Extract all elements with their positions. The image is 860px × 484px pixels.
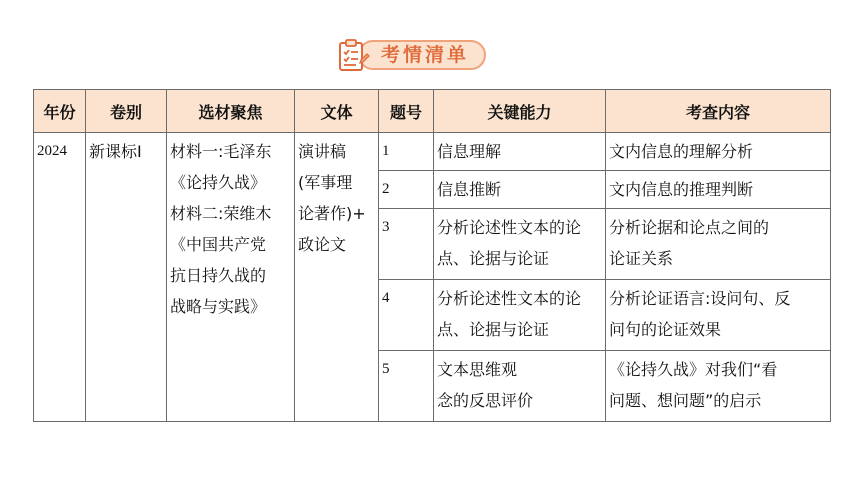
question-number-cell: 2 <box>379 171 434 209</box>
content-line: 文内信息的理解分析 <box>609 142 754 161</box>
question-number-cell: 3 <box>379 209 434 280</box>
genre-line: 演讲稿 <box>298 142 347 161</box>
table-row <box>34 133 831 171</box>
material-line: 《论持久战》 <box>170 173 267 192</box>
content-line: 分析论据和论点之间的 <box>609 218 770 237</box>
exam-info-table <box>33 89 831 422</box>
ability-line: 念的反思评价 <box>437 391 534 410</box>
content-line: 文内信息的推理判断 <box>609 180 754 199</box>
column-header-year: 年份 <box>34 90 86 133</box>
column-header-key-ability: 关键能力 <box>434 90 606 133</box>
ability-cell <box>434 133 606 171</box>
content-line: 论证关系 <box>609 249 674 268</box>
column-header-content: 考查内容 <box>606 90 831 133</box>
material-line: 《中国共产党 <box>170 235 267 254</box>
genre-cell <box>295 133 379 422</box>
content-cell <box>606 209 831 280</box>
genre-line: 政论文 <box>298 235 347 254</box>
question-number-cell: 5 <box>379 351 434 422</box>
table-header-row <box>34 90 831 133</box>
material-line: 材料二:荣维木 <box>170 204 272 223</box>
ability-line: 点、论据与论证 <box>437 249 550 268</box>
section-badge <box>336 38 490 74</box>
ability-line: 文本思维观 <box>437 360 518 379</box>
ability-line: 信息理解 <box>437 142 502 161</box>
column-header-question-number: 题号 <box>379 90 434 133</box>
content-cell <box>606 351 831 422</box>
material-cell <box>167 133 295 422</box>
paper-cell: 新课标Ⅰ <box>86 133 167 422</box>
content-cell <box>606 280 831 351</box>
ability-line: 信息推断 <box>437 180 502 199</box>
content-line: 问句的论证效果 <box>609 320 722 339</box>
column-header-material: 选材聚焦 <box>167 90 295 133</box>
ability-cell <box>434 280 606 351</box>
question-number-cell: 4 <box>379 280 434 351</box>
content-line: 《论持久战》对我们“看 <box>609 360 778 379</box>
material-line: 抗日持久战的 <box>170 266 267 285</box>
genre-line: 论著作)+ <box>298 204 366 223</box>
column-header-genre: 文体 <box>295 90 379 133</box>
column-header-paper: 卷别 <box>86 90 167 133</box>
ability-line: 分析论述性文本的论 <box>437 289 582 308</box>
year-cell: 2024 <box>34 133 86 422</box>
ability-line: 分析论述性文本的论 <box>437 218 582 237</box>
page-title: 考情清单 <box>380 44 469 66</box>
material-line: 战略与实践》 <box>170 297 267 316</box>
genre-line: (军事理 <box>298 173 353 192</box>
checklist-icon <box>336 38 370 74</box>
ability-cell <box>434 209 606 280</box>
ability-line: 点、论据与论证 <box>437 320 550 339</box>
content-cell <box>606 133 831 171</box>
material-line: 材料一:毛泽东 <box>170 142 272 161</box>
ability-cell <box>434 351 606 422</box>
content-cell <box>606 171 831 209</box>
question-number-cell: 1 <box>379 133 434 171</box>
content-line: 问题、想问题”的启示 <box>609 391 762 410</box>
content-line: 分析论证语言:设问句、反 <box>609 289 791 308</box>
ability-cell <box>434 171 606 209</box>
